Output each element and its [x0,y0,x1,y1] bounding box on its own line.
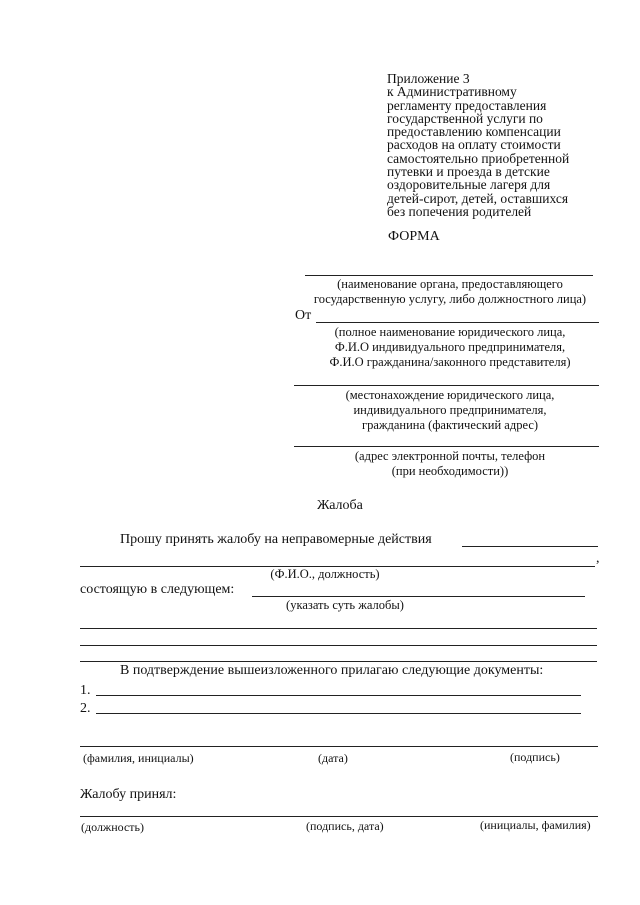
annex-line: Приложение 3 [387,71,470,86]
annex-line: путевки и проезда в детские [387,164,550,180]
annex-line: регламенту предоставления [387,97,547,113]
contact-caption-2: (при необходимости)) [391,464,509,478]
organ-caption-2: государственную услугу, либо должностного лица) [313,292,587,306]
form-label: ФОРМА [388,229,440,244]
essence-field[interactable] [252,596,585,597]
sign-date-caption: (подпись, дата) [306,819,384,833]
initials-caption: (инициалы, фамилия) [480,818,591,832]
request-text: Прошу принять жалобу на неправомерные действия [120,532,432,547]
organ-caption-1: (наименование органа, предоставляющего [337,277,563,291]
address-caption-1: (местонахождение юридического лица, [345,388,555,402]
address-field[interactable] [294,385,599,386]
attachment-field-2[interactable] [96,713,581,714]
annex-line: к Административному [387,84,517,100]
respondent-field[interactable] [462,546,598,547]
annex-line: самостоятельно приобретенной [387,150,570,166]
accepted-label: Жалобу принял: [80,787,177,802]
attachment-field-1[interactable] [96,695,581,696]
annex-line: государственной услуги по [387,110,543,126]
item-number-2: 2. [80,701,91,716]
from-label: От [295,308,312,323]
applicant-caption-1: (полное наименование юридического лица, [334,325,566,339]
contact-field[interactable] [294,446,599,447]
address-caption-3: гражданина (фактический адрес) [361,418,539,432]
essence-caption: (указать суть жалобы) [286,598,404,612]
signature-line[interactable] [80,746,598,747]
annex-line: оздоровительные лагеря для [387,177,551,193]
essence-line-3[interactable] [80,661,597,662]
comma: , [596,551,600,566]
applicant-caption-3: Ф.И.О гражданина/законного представителя) [329,355,571,369]
attach-text: В подтверждение вышеизложенного прилагаю следующие документы: [120,663,544,678]
complaint-title: Жалоба [317,498,363,513]
sign-caption: (подпись) [510,750,560,764]
position-caption: (должность) [81,820,144,834]
applicant-caption-2: Ф.И.О индивидуального предпринимателя, [334,340,566,354]
annex-line: расходов на оплату стоимости [387,137,561,153]
person-caption: (Ф.И.О., должность) [270,567,380,581]
annex-block [387,72,607,218]
address-caption-2: индивидуального предпринимателя, [353,403,547,417]
item-number-1: 1. [80,683,91,698]
surname-caption: (фамилия, инициалы) [83,751,194,765]
consisting-text: состоящую в следующем: [80,582,235,597]
accepted-signature-line[interactable] [80,816,598,817]
applicant-name-field[interactable] [316,322,599,323]
organ-name-field[interactable] [305,275,593,276]
essence-line-2[interactable] [80,645,597,646]
annex-line: без попечения родителей [387,203,532,219]
contact-caption-1: (адрес электронной почты, телефон [354,449,546,463]
annex-line: детей-сирот, детей, оставшихся [387,190,569,206]
date-caption: (дата) [318,751,348,765]
essence-line-1[interactable] [80,628,597,629]
annex-line: предоставлению компенсации [387,124,561,140]
